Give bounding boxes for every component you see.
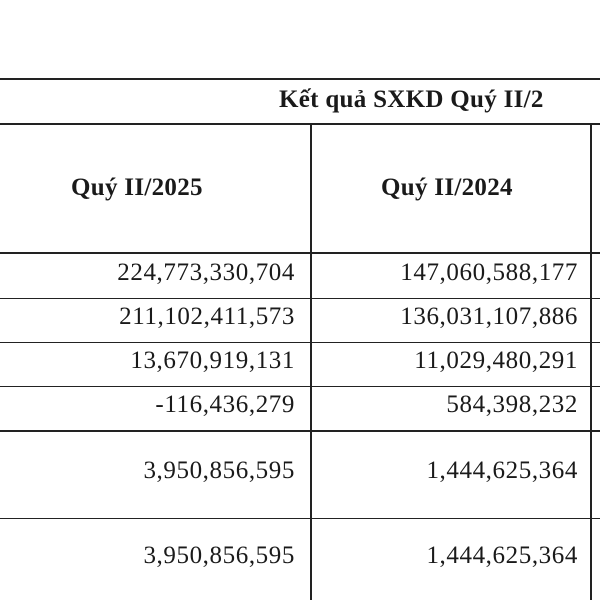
- cell-q2-2024-row-3: 11,029,480,291: [414, 347, 578, 374]
- cell-q2-2025-row-5: 3,950,856,595: [143, 457, 295, 484]
- cell-q2-2025-row-3: 13,670,919,131: [130, 347, 295, 374]
- row-divider-1: [0, 298, 600, 299]
- cell-q2-2025-row-4: -116,436,279: [155, 391, 295, 418]
- header-row-divider: [0, 252, 600, 254]
- cell-q2-2025-row-6: 3,950,856,595: [143, 542, 295, 569]
- cell-q2-2024-row-1: 147,060,588,177: [400, 259, 578, 286]
- column-divider-2: [590, 123, 592, 600]
- cell-q2-2025-row-1: 224,773,330,704: [117, 259, 295, 286]
- row-divider-2: [0, 342, 600, 343]
- title-row-divider: [0, 123, 600, 125]
- column-divider-1: [310, 123, 312, 600]
- cell-q2-2024-row-6: 1,444,625,364: [426, 542, 578, 569]
- row-divider-4: [0, 430, 600, 432]
- column-header-q2-2025: Quý II/2025: [71, 174, 203, 201]
- cell-q2-2025-row-2: 211,102,411,573: [119, 303, 295, 330]
- row-divider-5: [0, 518, 600, 519]
- cell-q2-2024-row-5: 1,444,625,364: [426, 457, 578, 484]
- table-top-border: [0, 78, 600, 80]
- cell-q2-2024-row-4: 584,398,232: [446, 391, 578, 418]
- column-header-q2-2024: Quý II/2024: [381, 174, 513, 201]
- table-title: Kết quả SXKD Quý II/2: [279, 86, 544, 113]
- row-divider-3: [0, 386, 600, 387]
- cell-q2-2024-row-2: 136,031,107,886: [400, 303, 578, 330]
